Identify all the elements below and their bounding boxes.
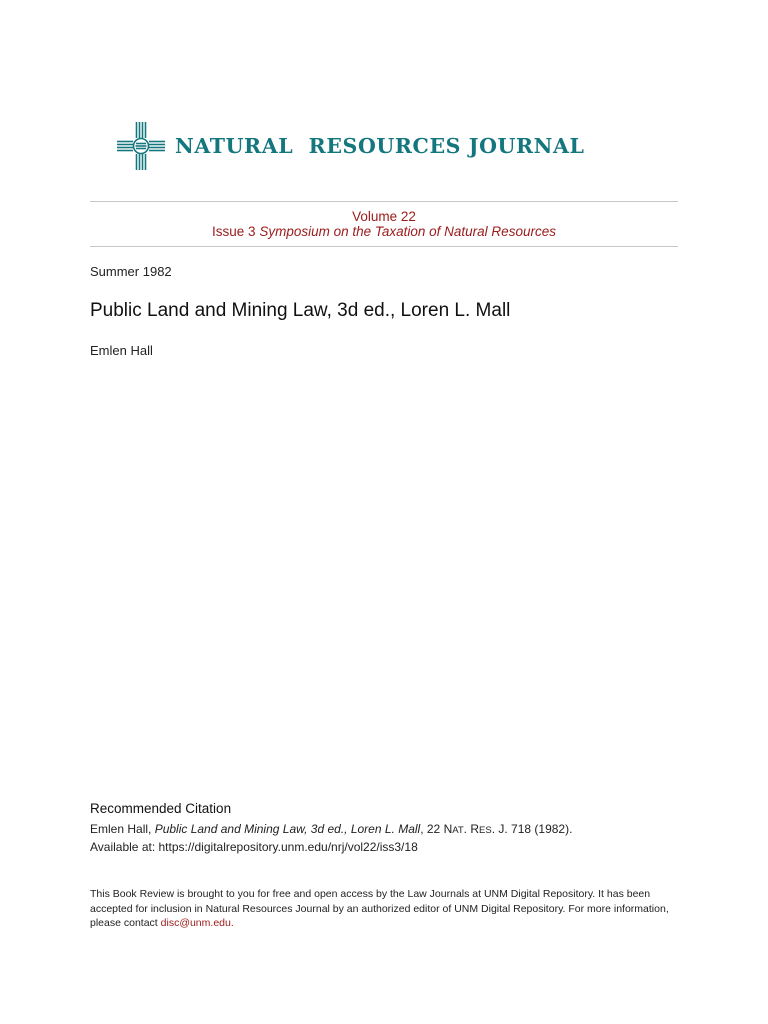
zia-sun-symbol-icon xyxy=(117,120,165,172)
citation-journal-r: . R xyxy=(463,822,480,836)
notice-end: . xyxy=(230,917,234,929)
publication-date: Summer 1982 xyxy=(90,264,172,279)
citation-heading: Recommended Citation xyxy=(90,801,232,816)
citation-url[interactable]: Available at: https://digitalrepository.unm.edu/nrj/vol22/iss3/18 xyxy=(90,840,418,854)
citation-line xyxy=(90,821,690,839)
citation-author: Emlen Hall, xyxy=(90,822,155,836)
repository-notice xyxy=(90,887,680,931)
citation-volume: , 22 xyxy=(420,822,444,836)
citation-work-title: Public Land and Mining Law, 3d ed., Loren L. Mall xyxy=(154,822,421,836)
article-author[interactable]: Emlen Hall xyxy=(90,343,153,358)
contact-email-link[interactable]: disc@unm.edu xyxy=(160,917,231,929)
citation-journal-rest: . J. 718 (1982). xyxy=(491,822,573,836)
issue-title-link[interactable]: Symposium on the Taxation of Natural Resources xyxy=(259,224,556,239)
notice-text: This Book Review is brought to you for free and open access by the Law Journals at UNM Digital Repository. It has been accepted for inclusion in Natural Resources Journal by an authorized editor of UNM Digital Repository. For more information, please contact xyxy=(90,888,669,929)
journal-header xyxy=(117,120,585,172)
citation-journal-at: AT xyxy=(452,825,464,836)
issue-info xyxy=(90,209,678,239)
bottom-divider xyxy=(90,246,678,247)
citation-journal-es: ES xyxy=(479,825,492,836)
issue-link[interactable]: Issue 3 xyxy=(212,224,256,239)
journal-name[interactable]: NATURAL RESOURCES JOURNAL xyxy=(175,134,585,158)
article-title: Public Land and Mining Law, 3d ed., Loren L. Mall xyxy=(90,300,511,321)
volume-link[interactable]: Volume 22 xyxy=(352,209,416,224)
top-divider xyxy=(90,201,678,202)
citation-journal-n: N xyxy=(443,822,453,836)
citation-text xyxy=(90,821,690,856)
